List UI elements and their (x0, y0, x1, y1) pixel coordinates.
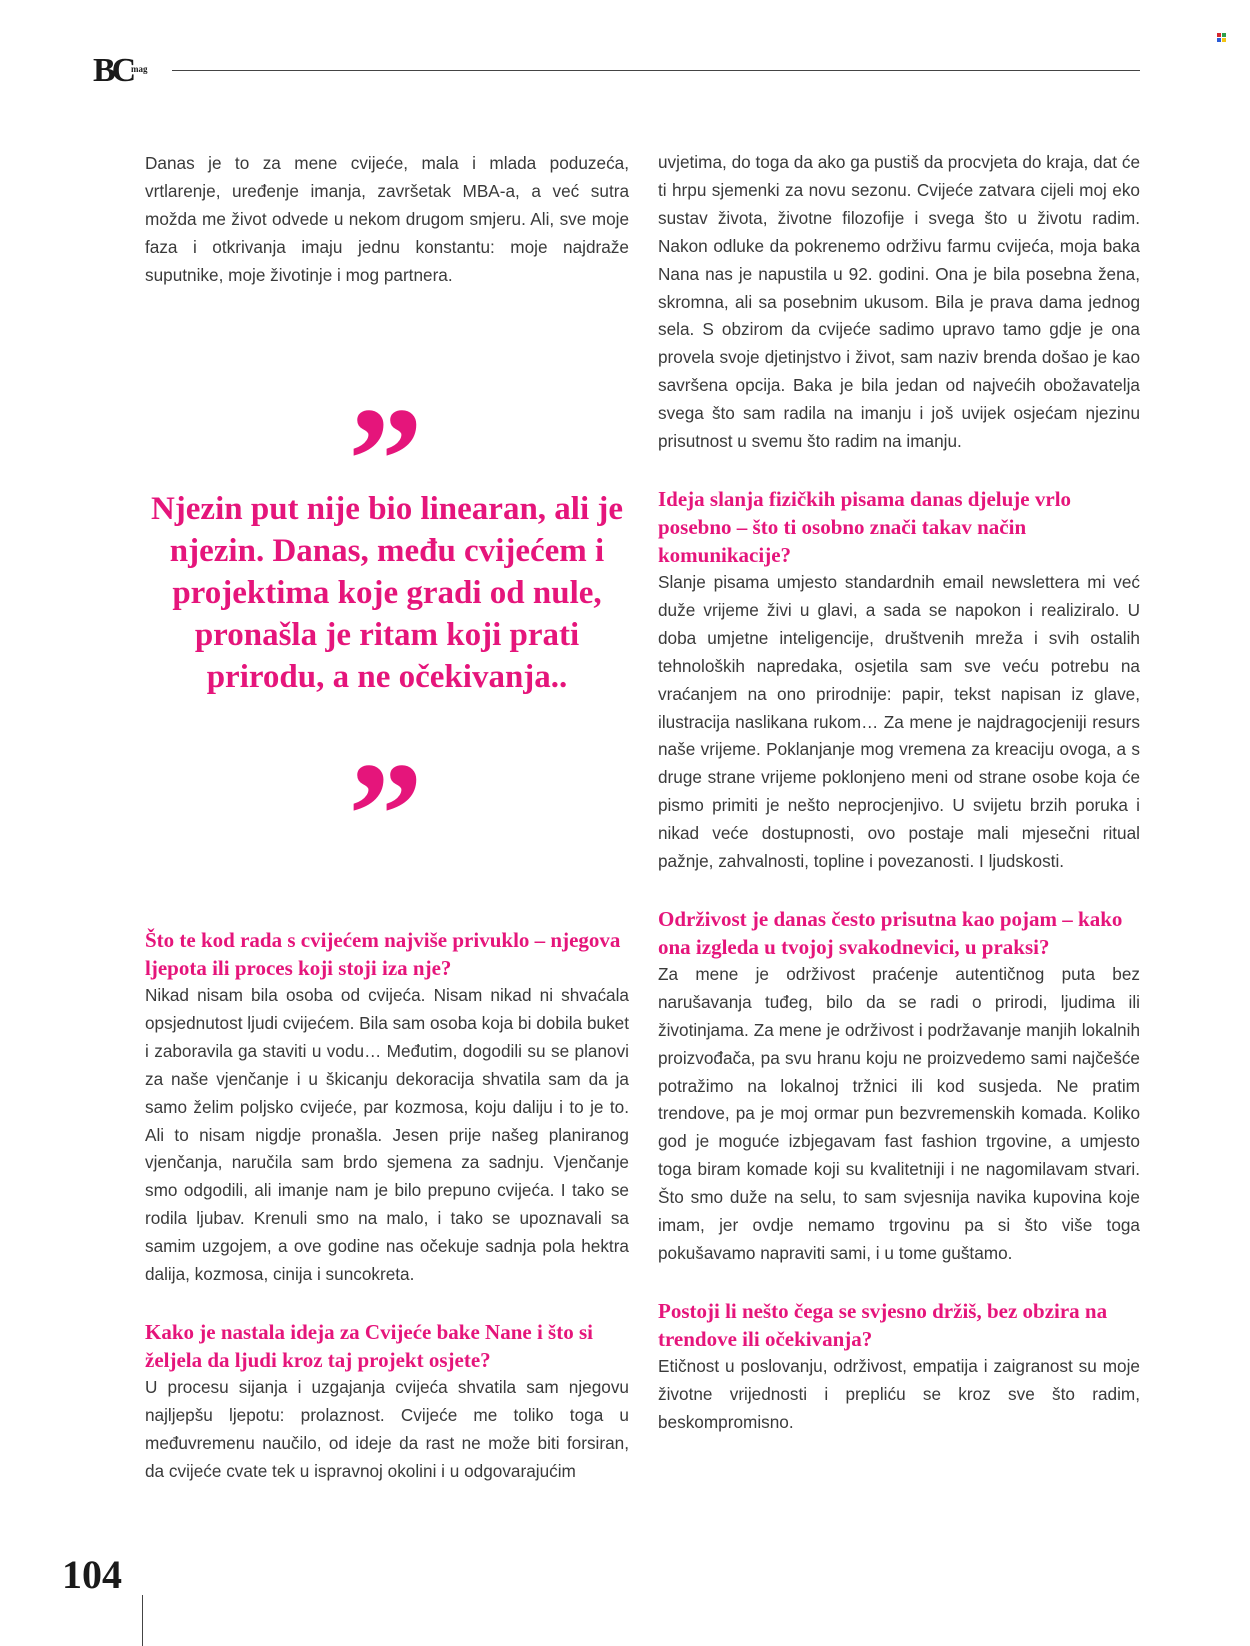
spacer (145, 1289, 629, 1318)
spacer (658, 1268, 1140, 1297)
logo-text: BC (93, 52, 133, 89)
left-column-intro (145, 150, 629, 290)
page-number: 104 (62, 1552, 122, 1597)
answer-paragraph: U procesu sijanja i uzgajanja cvijeća shvatila sam njegovu najljepšu ljepotu: prolaznost. Cvijeće me toliko toga u međuvremenu naučilo, od ideje da rast ne može biti forsiran, da cvijeće cvate tek u ispravnoj okolini i u odgovarajućim (145, 1376, 629, 1481)
question-heading: Ideja slanja fizičkih pisama danas djeluje vrlo posebno – što ti osobno znači takav način komunikacije? (658, 486, 1072, 567)
right-column (658, 149, 1140, 1437)
logo-subtext: mag (131, 64, 148, 74)
spacer (658, 456, 1140, 485)
intro-paragraph: Danas je to za mene cvijeće, mala i mlada poduzeća, vrtlarenje, uređenje imanja, završetak MBA-a, a već sutra možda me život odvede u nekom drugom smjeru. Ali, sve moje faza i otkrivanja imaju jednu konstantu: moje najdraže suputnike, moje životinje i mog partnera. (145, 153, 629, 285)
answer-paragraph: Nikad nisam bila osoba od cvijeća. Nisam nikad ni shvaćala opsjednutost ljudi cvijećem. Bila sam osoba koja bi dobila buket i zaboravila ga staviti u vodu… Međutim, dogodili su se planovi za naše vjenčanje i u škicanju dekoracija shvatila sam da ja samo želim poljsko cvijeće, par kozmosa, koju daliju i to je to. Ali to nisam nigdje pronašla. Jesen prije našeg planiranog vjenčanja, naručila sam brdo sjemena za sadnju. Vjenčanje smo odgodili, ali imanje nam je bilo prepuno cvijeća. I tako se rodila ljubav. Krenuli smo na malo, i tako se upoznavali sa samim uzgojem, a ove godine nas očekuje sadnja pola hektra dalija, kozmosa, cinija i suncokreta. (145, 985, 629, 1285)
footer-rule (142, 1595, 143, 1646)
answer-paragraph-continued: uvjetima, do toga da ako ga pustiš da procvjeta do kraja, dat će ti hrpu sjemenki za novu sezonu. Cvijeće zatvara cijeli moj eko sustav života, životne filozofije i svega što u životu radim. Nakon odluke da pokrenemo održivu farmu cvijeća, moja baka Nana nas je napustila u 92. godini. Ona je bila posebna žena, skromna, ali sa posebnim ukusom. Bila je prava dama jednog sela. S obzirom da cvijeće sadimo upravo tamo gdje je ona provela svoje djetinjstvo i život, sam naziv brenda došao je kao savršena opcija. Baka je bila jedan od najvećih obožavatelja svega što sam radila na imanju i još uvijek osjećam njezinu prisutnost u svemu što radim na imanju. (658, 152, 1140, 452)
question-heading: Održivost je danas često prisutna kao pojam – kako ona izgleda u tvojoj svakodnevici, u praksi? (658, 906, 1123, 959)
spacer (658, 876, 1140, 905)
question-heading: Kako je nastala ideja za Cvijeće bake Nane i što si željela da ljudi kroz taj projekt osjete? (145, 1319, 593, 1372)
quote-mark-bottom: ” (348, 732, 423, 898)
answer-paragraph: Slanje pisama umjesto standardnih email newslettera mi već duže vrijeme živi u glavi, a sada se napokon i realiziralo. U doba umjetne inteligencije, društvenih mreža i svih ostalih tehnoloških napredaka, osjetila sam sve veću potrebu na vraćanjem na ono prirodnije: papir, tekst napisan iz glave, ilustracija naslikana rukom… Za mene je najdragocjeniji resurs naše vrijeme. Poklanjanje mog vremena za kreaciju ovoga, a s druge strane vrijeme poklonjeno meni od strane osobe koja će pismo primiti je nešto neprocjenjivo. U svijetu brzih poruka i nikad veće dostupnosti, ovo postaje mali mjesečni ritual pažnje, zahvalnosti, topline i povezanosti. I ljudskosti. (658, 571, 1140, 872)
color-registration-mark (1217, 33, 1226, 42)
quote-mark-top: ” (348, 377, 423, 543)
left-column-qa (145, 926, 629, 1486)
header-rule (172, 70, 1140, 71)
question-heading: Postoji li nešto čega se svjesno držiš, bez obzira na trendove ili očekivanja? (658, 1298, 1108, 1351)
answer-paragraph: Za mene je održivost praćenje autentičnog puta bez narušavanja tuđeg, bilo da se radi o prirodi, ljudima ili životinjama. Za mene je održivost i podržavanje manjih lokalnih proizvođača, pa svu hranu koju ne proizvedemo sami najčešće potražimo na lokalnoj tržnici ili kod susjeda. Ne pratim trendove, pa je moj ormar pun bezvremenskih komada. Koliko god je moguće izbjegavam fast fashion trgovine, a umjesto toga biram komade koji su kvalitetniji i ne nagomilavam stvari. Što smo duže na selu, to sam svjesnija navika kupovina koje imam, jer ovdje nemamo trgovinu pa si što više toga pokušavamo napraviti sami, i u tome guštamo. (658, 963, 1140, 1263)
answer-paragraph: Etičnost u poslovanju, održivost, empatija i zaigranost su moje životne vrijednosti i prepliću se kroz sve što radim, beskompromisno. (658, 1355, 1140, 1432)
question-heading: Što te kod rada s cvijećem najviše privuklo – njegova ljepota ili proces koji stoji iza nje? (145, 928, 621, 980)
pull-quote: Njezin put nije bio linearan, ali je njezin. Danas, među cvijećem i projektima koje gradi od nule, pronašla je ritam koji prati prirodu, a ne očekivanja.. (150, 491, 624, 695)
